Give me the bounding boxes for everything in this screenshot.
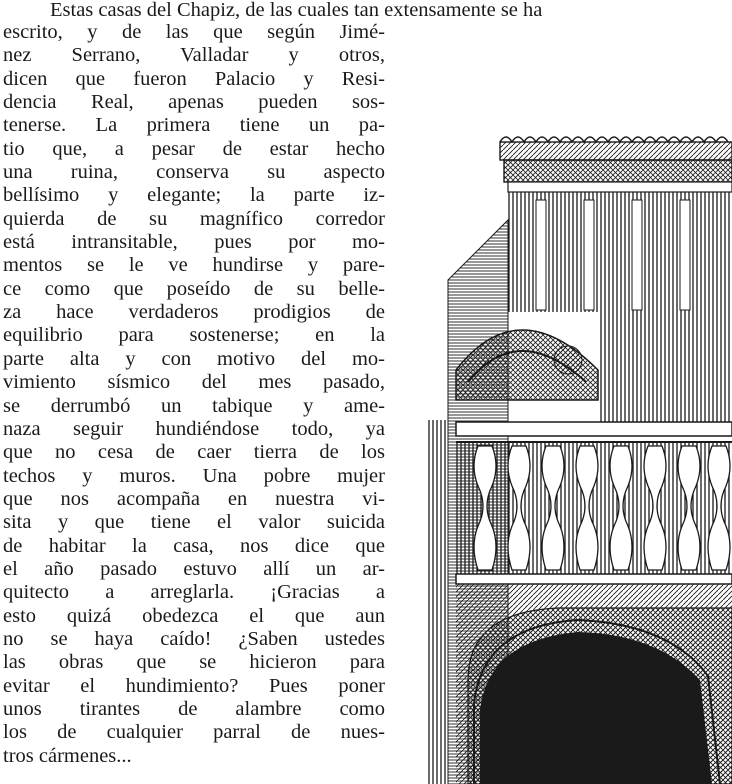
text-line: techos y muros. Una pobre mujer: [3, 464, 385, 487]
text-line: mentos se le ve hundirse y pare-: [3, 254, 385, 277]
text-line: que no cesa de caer tierra de los: [3, 441, 385, 464]
doorway-arch: [456, 584, 732, 784]
text-line: naza seguir hundiéndose todo, ya: [3, 417, 385, 440]
text-line: está intransitable, pues por mo-: [3, 231, 385, 254]
text-line: las obras que se hicieron para: [3, 651, 385, 674]
text-line: ce como que poseído de su belle-: [3, 277, 385, 300]
article-first-line: Estas casas del Chapiz, de las cuales tan extensamente se ha: [50, 0, 543, 21]
text-line: sita y que tiene el valor suicida: [3, 511, 385, 534]
text-line: vimiento sísmico del mes pasado,: [3, 371, 385, 394]
text-line: za hace verdaderos prodigios de: [3, 301, 385, 324]
text-line: bellísimo y elegante; la parte iz-: [3, 184, 385, 207]
text-line: el año pasado estuvo allí un ar-: [3, 557, 385, 580]
text-line: unos tirantes de alambre como: [3, 697, 385, 720]
text-line: parte alta y con motivo del mo-: [3, 347, 385, 370]
text-line: esto quizá obedezca el que aun: [3, 604, 385, 627]
text-line: dicen que fueron Palacio y Resi-: [3, 67, 385, 90]
courtyard-illustration: [408, 120, 732, 784]
middle-wall: [598, 312, 732, 422]
roof-tiles: [500, 137, 732, 182]
courtyard-sketch: [408, 120, 732, 784]
text-line: no se haya caído! ¿Saben ustedes: [3, 627, 385, 650]
text-line: una ruina, conserva su aspecto: [3, 161, 385, 184]
text-line: tio que, a pesar de estar hecho: [3, 137, 385, 160]
text-line: tenerse. La primera tiene un pa-: [3, 114, 385, 137]
article-text-column: [3, 21, 385, 768]
upper-gallery: [508, 192, 732, 312]
text-line: quierda de su magnífico corredor: [3, 207, 385, 230]
eave-beam: [508, 182, 732, 192]
text-line: dencia Real, apenas pueden sos-: [3, 91, 385, 114]
text-line: evitar el hundimiento? Pues poner: [3, 674, 385, 697]
text-line: escrito, y de las que según Jimé-: [3, 21, 385, 43]
text-line-last: tros cármenes...: [3, 744, 132, 767]
text-line: que nos acompaña en nuestra vi-: [3, 487, 385, 510]
text-line: equilibrio para sostenerse; en la: [3, 324, 385, 347]
text-line: se derrumbó un tabique y ame-: [3, 394, 385, 417]
lower-rail: [456, 574, 732, 584]
balustrade: [456, 442, 732, 574]
text-line: quitecto a arreglarla. ¡Gracias a: [3, 581, 385, 604]
text-line: de habitar la casa, nos dice que: [3, 534, 385, 557]
text-line: nez Serrano, Valladar y otros,: [3, 44, 385, 67]
text-line: los de cualquier parral de nues-: [3, 721, 385, 744]
